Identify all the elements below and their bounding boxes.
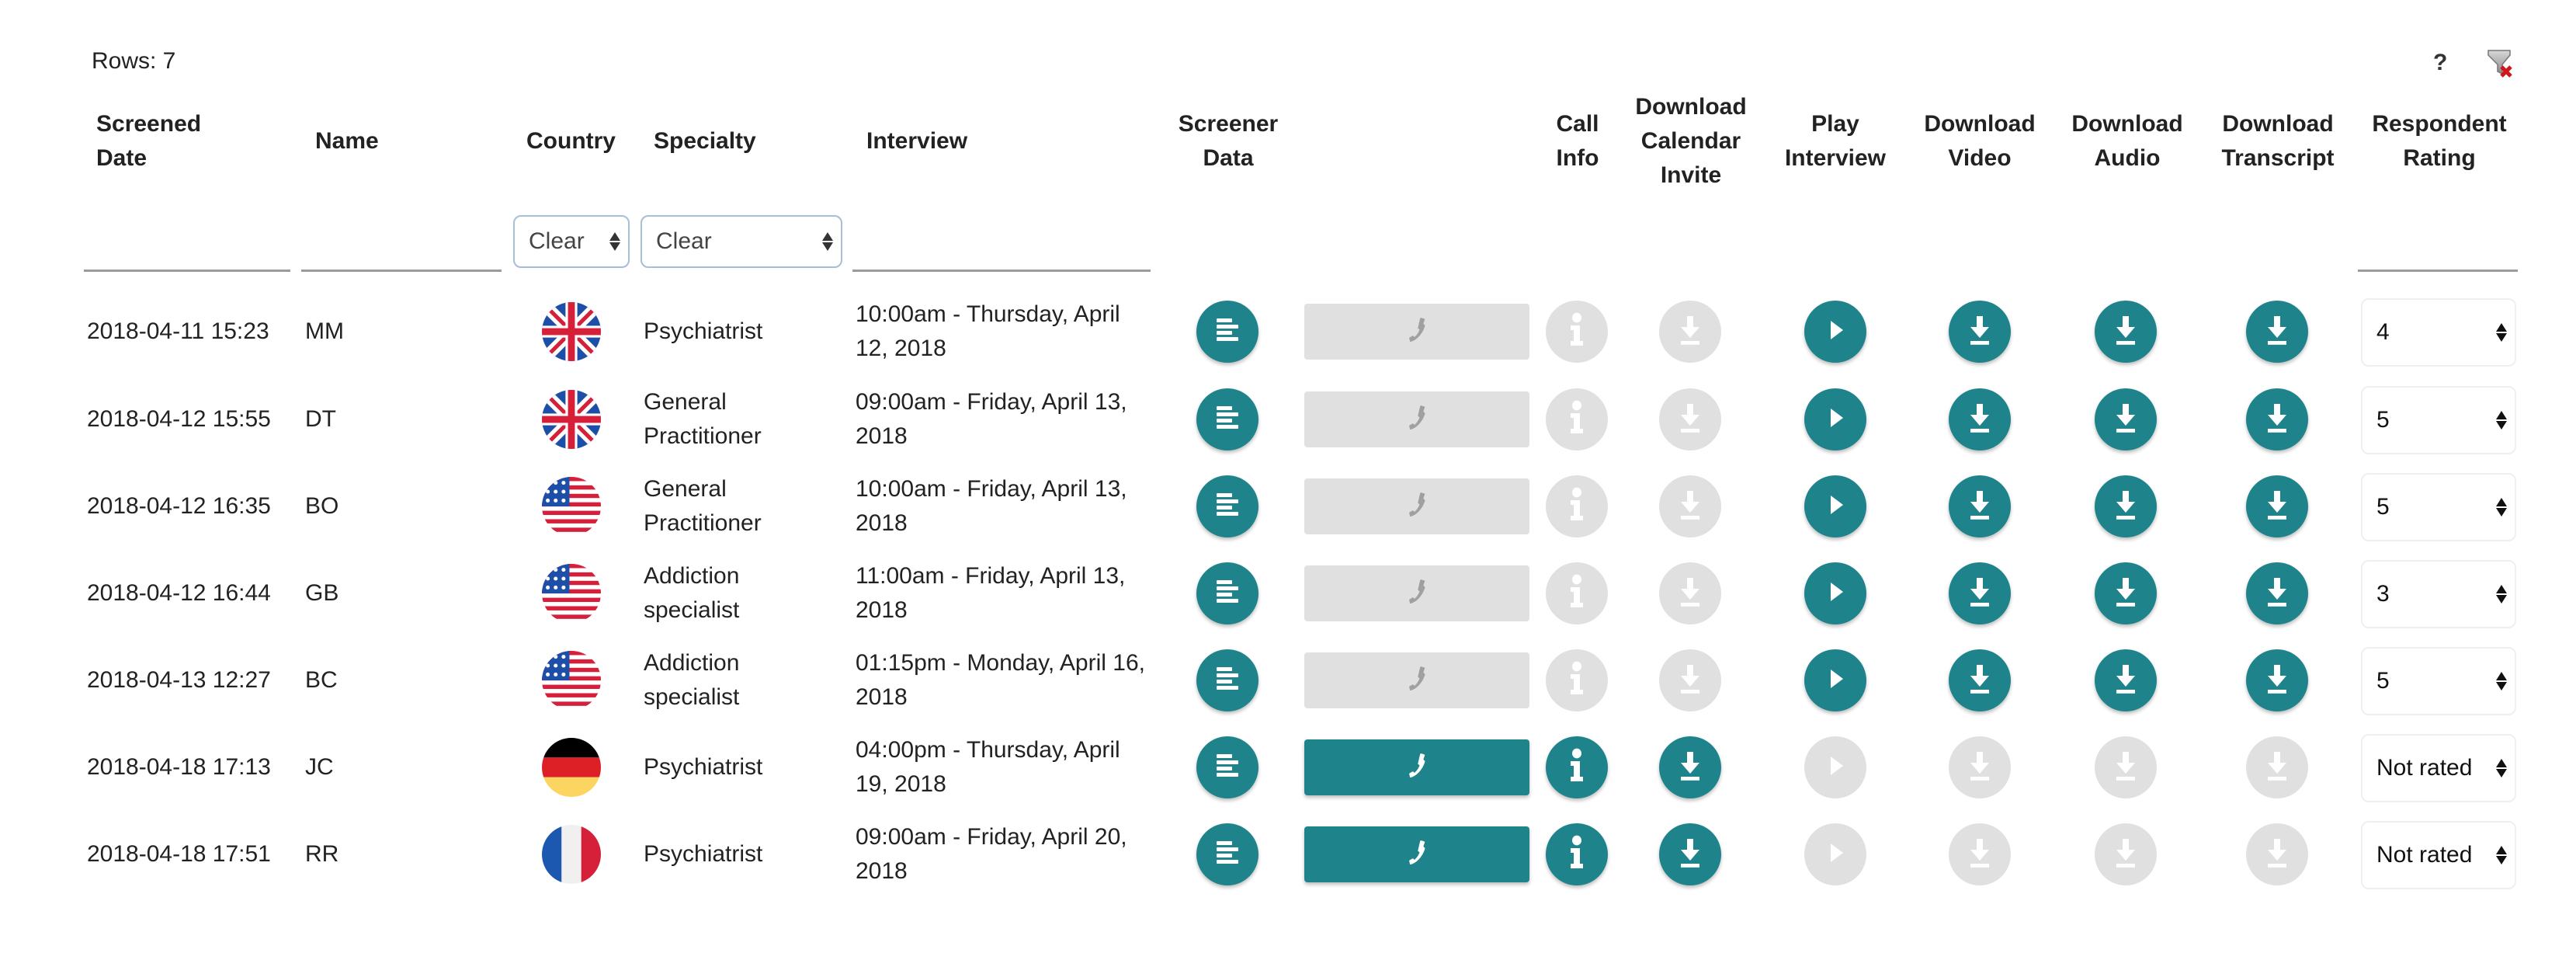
screener-data-button[interactable] <box>1196 301 1258 363</box>
call-info-button[interactable] <box>1546 301 1608 363</box>
phone-icon <box>1401 837 1432 872</box>
download-icon <box>2110 313 2141 351</box>
play-interview-button[interactable] <box>1804 562 1866 624</box>
rating-filter-input[interactable] <box>2358 270 2518 272</box>
list-icon <box>1212 750 1243 785</box>
download-transcript-button[interactable] <box>2246 388 2308 450</box>
play-icon <box>1820 750 1851 785</box>
download-icon <box>2262 313 2293 351</box>
specialty: General Practitioner <box>644 389 762 449</box>
play-icon <box>1820 576 1851 611</box>
info-icon <box>1561 399 1592 440</box>
play-interview-button[interactable] <box>1804 823 1866 885</box>
us-flag-icon <box>542 477 601 536</box>
header-specialty[interactable]: Specialty <box>654 128 756 154</box>
list-icon <box>1212 402 1243 437</box>
download-transcript-button[interactable] <box>2246 736 2308 798</box>
screened-date: 2018-04-12 15:55 <box>87 406 271 432</box>
interview-time: 04:00pm - Thursday, April 19, 2018 <box>856 737 1120 797</box>
respondent-name: JC <box>305 754 334 780</box>
uk-flag-icon <box>542 390 601 449</box>
download-icon <box>1964 575 1995 613</box>
info-icon <box>1561 747 1592 788</box>
select-arrows-icon <box>2496 759 2507 777</box>
interview-time: 09:00am - Friday, April 13, 2018 <box>856 389 1127 449</box>
screened-date: 2018-04-18 17:13 <box>87 754 271 780</box>
germany-flag-icon <box>542 738 601 797</box>
date-filter-input[interactable] <box>84 270 290 272</box>
call-info-button[interactable] <box>1546 823 1608 885</box>
download-video-button[interactable] <box>1949 562 2011 624</box>
download-icon <box>2110 836 2141 874</box>
download-video-button[interactable] <box>1949 649 2011 711</box>
call-info-button[interactable] <box>1546 649 1608 711</box>
download-calendar-invite-button[interactable] <box>1659 649 1721 711</box>
header-interview[interactable]: Interview <box>866 128 968 154</box>
header-country[interactable]: Country <box>526 128 616 154</box>
download-icon <box>2110 662 2141 700</box>
help-button[interactable]: ? <box>2433 50 2448 75</box>
phone-icon <box>1401 750 1432 785</box>
header-screened-date[interactable]: Screened Date <box>96 111 202 171</box>
screener-data-button[interactable] <box>1196 823 1258 885</box>
call-button[interactable] <box>1304 391 1529 447</box>
select-arrows-icon <box>609 232 620 251</box>
download-icon <box>2110 749 2141 787</box>
specialty: Psychiatrist <box>644 754 763 780</box>
download-icon <box>2110 488 2141 526</box>
download-icon <box>1964 401 1995 439</box>
list-icon <box>1212 315 1243 350</box>
download-audio-button[interactable] <box>2095 649 2157 711</box>
respondent-rating-select[interactable]: 5 <box>2361 386 2516 454</box>
download-icon <box>2262 401 2293 439</box>
download-icon <box>2262 836 2293 874</box>
respondent-name: RR <box>305 841 339 867</box>
respondent-name: BO <box>305 493 339 519</box>
name-filter-input[interactable] <box>301 270 502 272</box>
specialty: Psychiatrist <box>644 318 763 344</box>
interview-filter-input[interactable] <box>852 270 1151 272</box>
respondent-rating-select[interactable]: Not rated <box>2361 821 2516 889</box>
header-play-interview: Play Interview <box>1784 111 1887 171</box>
us-flag-icon <box>542 651 601 710</box>
download-video-button[interactable] <box>1949 736 2011 798</box>
download-icon <box>1964 749 1995 787</box>
download-transcript-button[interactable] <box>2246 649 2308 711</box>
info-icon <box>1561 573 1592 614</box>
list-icon <box>1212 663 1243 698</box>
play-interview-button[interactable] <box>1804 388 1866 450</box>
download-icon <box>1964 488 1995 526</box>
play-interview-button[interactable] <box>1804 475 1866 537</box>
phone-icon <box>1401 315 1432 350</box>
select-arrows-icon <box>2496 498 2507 517</box>
respondent-rating-select[interactable]: Not rated <box>2361 734 2516 802</box>
select-arrows-icon <box>2496 411 2507 430</box>
screened-date: 2018-04-12 16:44 <box>87 580 271 606</box>
interview-time: 11:00am - Friday, April 13, 2018 <box>856 563 1126 623</box>
specialty: Psychiatrist <box>644 841 763 867</box>
download-icon <box>1675 575 1706 613</box>
download-audio-button[interactable] <box>2095 736 2157 798</box>
respondent-name: BC <box>305 667 338 693</box>
download-video-button[interactable] <box>1949 388 2011 450</box>
info-icon <box>1561 311 1592 353</box>
download-video-button[interactable] <box>1949 475 2011 537</box>
respondent-name: GB <box>305 580 339 606</box>
download-icon <box>1964 313 1995 351</box>
phone-icon <box>1401 576 1432 611</box>
interview-time: 10:00am - Thursday, April 12, 2018 <box>856 301 1120 361</box>
specialty: General Practitioner <box>644 476 762 536</box>
uk-flag-icon <box>542 302 601 361</box>
select-arrows-icon <box>822 232 833 251</box>
select-arrows-icon <box>2496 846 2507 864</box>
call-button[interactable] <box>1304 478 1529 534</box>
download-icon <box>2262 749 2293 787</box>
list-icon <box>1212 489 1243 524</box>
screener-data-button[interactable] <box>1196 562 1258 624</box>
download-transcript-button[interactable] <box>2246 823 2308 885</box>
respondent-rating-select[interactable]: 5 <box>2361 473 2516 541</box>
respondent-name: DT <box>305 406 336 432</box>
header-download-video: Download Video <box>1924 111 2036 171</box>
screener-data-button[interactable] <box>1196 475 1258 537</box>
download-calendar-invite-button[interactable] <box>1659 388 1721 450</box>
screener-data-button[interactable] <box>1196 388 1258 450</box>
download-calendar-invite-button[interactable] <box>1659 475 1721 537</box>
call-button[interactable] <box>1304 739 1529 795</box>
download-icon <box>1675 401 1706 439</box>
download-video-button[interactable] <box>1949 301 2011 363</box>
download-audio-button[interactable] <box>2095 301 2157 363</box>
download-audio-button[interactable] <box>2095 823 2157 885</box>
list-icon <box>1212 837 1243 872</box>
phone-icon <box>1401 489 1432 524</box>
screener-data-button[interactable] <box>1196 649 1258 711</box>
list-icon <box>1212 576 1243 611</box>
funnel-clear-icon <box>2486 48 2514 78</box>
download-icon <box>1964 662 1995 700</box>
select-arrows-icon <box>2496 585 2507 603</box>
download-icon <box>1675 313 1706 351</box>
phone-icon <box>1401 663 1432 698</box>
screened-date: 2018-04-12 16:35 <box>87 493 271 519</box>
download-icon <box>2110 401 2141 439</box>
call-info-button[interactable] <box>1546 562 1608 624</box>
download-icon <box>1675 662 1706 700</box>
select-arrows-icon <box>2496 672 2507 690</box>
download-audio-button[interactable] <box>2095 562 2157 624</box>
download-calendar-invite-button[interactable] <box>1659 301 1721 363</box>
call-button[interactable] <box>1304 565 1529 621</box>
header-respondent-rating[interactable]: Respondent Rating <box>2372 111 2507 171</box>
play-icon <box>1820 489 1851 524</box>
respondent-rating-select[interactable]: 4 <box>2361 298 2516 367</box>
download-audio-button[interactable] <box>2095 388 2157 450</box>
header-download-calendar-invite: Download Calendar Invite <box>1635 94 1747 188</box>
header-name[interactable]: Name <box>315 128 379 154</box>
info-icon <box>1561 486 1592 527</box>
rows-count: Rows: 7 <box>92 48 176 74</box>
play-interview-button[interactable] <box>1804 649 1866 711</box>
clear-filters-button[interactable] <box>2486 48 2514 78</box>
specialty-filter-select[interactable]: Clear <box>641 215 842 268</box>
play-icon <box>1820 663 1851 698</box>
screened-date: 2018-04-13 12:27 <box>87 667 271 693</box>
play-icon <box>1820 402 1851 437</box>
respondent-rating-select[interactable]: 3 <box>2361 560 2516 628</box>
select-arrows-icon <box>2496 323 2507 342</box>
interview-time: 09:00am - Friday, April 20, 2018 <box>856 824 1127 884</box>
download-icon <box>2110 575 2141 613</box>
specialty: Addiction specialist <box>644 563 740 623</box>
play-interview-button[interactable] <box>1804 301 1866 363</box>
call-button[interactable] <box>1304 304 1529 360</box>
call-info-button[interactable] <box>1546 736 1608 798</box>
interview-time: 01:15pm - Monday, April 16, 2018 <box>856 650 1145 710</box>
specialty: Addiction specialist <box>644 650 740 710</box>
play-icon <box>1820 315 1851 350</box>
download-icon <box>1964 836 1995 874</box>
download-transcript-button[interactable] <box>2246 301 2308 363</box>
info-icon <box>1561 660 1592 701</box>
call-button[interactable] <box>1304 652 1529 708</box>
download-calendar-invite-button[interactable] <box>1659 736 1721 798</box>
call-button[interactable] <box>1304 826 1529 882</box>
download-icon <box>2262 662 2293 700</box>
download-video-button[interactable] <box>1949 823 2011 885</box>
screened-date: 2018-04-11 15:23 <box>87 318 269 344</box>
download-calendar-invite-button[interactable] <box>1659 562 1721 624</box>
download-icon <box>1675 749 1706 787</box>
download-icon <box>1675 488 1706 526</box>
france-flag-icon <box>542 825 601 884</box>
respondent-name: MM <box>305 318 344 344</box>
interview-time: 10:00am - Friday, April 13, 2018 <box>856 476 1127 536</box>
country-filter-select[interactable]: Clear <box>513 215 630 268</box>
header-download-audio: Download Audio <box>2071 111 2183 171</box>
call-info-button[interactable] <box>1546 388 1608 450</box>
info-icon <box>1561 834 1592 875</box>
header-download-transcript: Download Transcript <box>2221 111 2335 171</box>
screener-data-button[interactable] <box>1196 736 1258 798</box>
header-call-info: Call Info <box>1556 111 1599 171</box>
download-transcript-button[interactable] <box>2246 475 2308 537</box>
us-flag-icon <box>542 564 601 623</box>
header-screener-data: Screener Data <box>1178 111 1279 171</box>
download-icon <box>1675 836 1706 874</box>
download-audio-button[interactable] <box>2095 475 2157 537</box>
phone-icon <box>1401 402 1432 437</box>
download-icon <box>2262 488 2293 526</box>
call-info-button[interactable] <box>1546 475 1608 537</box>
download-calendar-invite-button[interactable] <box>1659 823 1721 885</box>
play-interview-button[interactable] <box>1804 736 1866 798</box>
play-icon <box>1820 837 1851 872</box>
screened-date: 2018-04-18 17:51 <box>87 841 271 867</box>
download-transcript-button[interactable] <box>2246 562 2308 624</box>
download-icon <box>2262 575 2293 613</box>
respondent-rating-select[interactable]: 5 <box>2361 647 2516 715</box>
